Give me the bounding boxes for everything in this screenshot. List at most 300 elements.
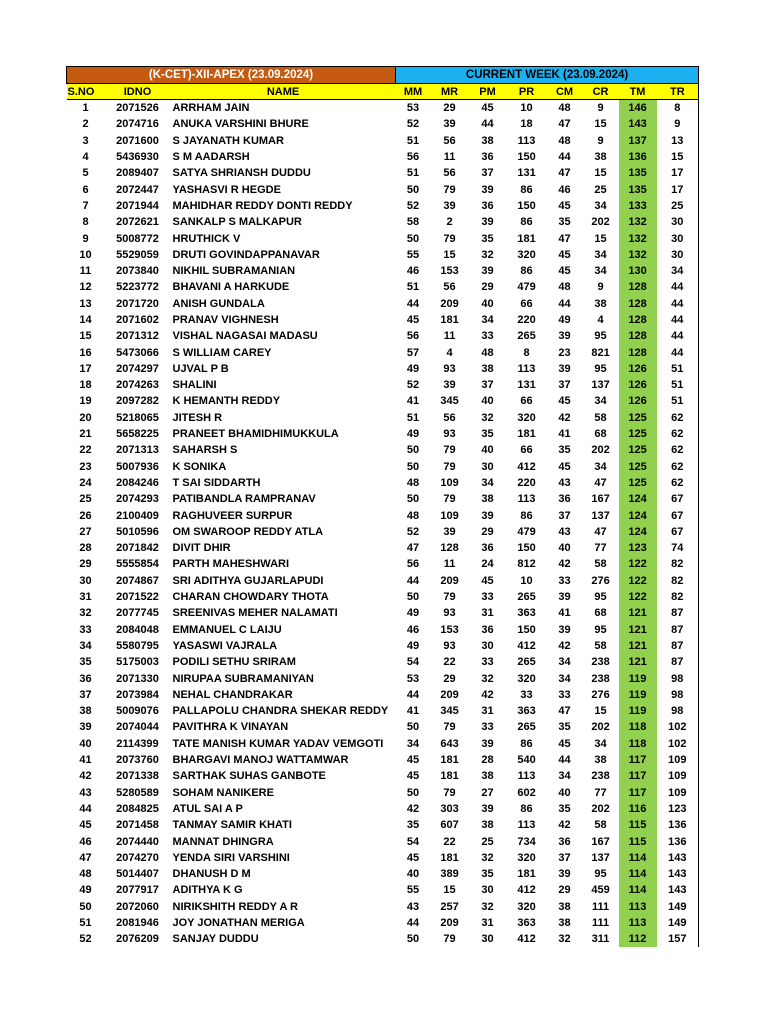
cell-pr: 320 bbox=[517, 248, 536, 261]
cell-tm: 114 bbox=[619, 850, 657, 866]
cell-idno: 2071313 bbox=[116, 444, 159, 457]
cell-sno: 25 bbox=[79, 493, 92, 506]
cell-sno: 24 bbox=[79, 476, 92, 489]
cell-tr: 74 bbox=[657, 540, 699, 556]
table-row bbox=[67, 736, 699, 752]
cell-sno: 47 bbox=[79, 851, 92, 864]
cell-mr: 209 bbox=[440, 688, 459, 701]
cell-idno: 5658225 bbox=[116, 428, 159, 441]
cell-pr: 479 bbox=[517, 281, 536, 294]
cell-tm: 121 bbox=[619, 638, 657, 654]
cell-pr: 181 bbox=[517, 232, 536, 245]
cell-cm: 38 bbox=[558, 916, 571, 929]
cell-cm: 39 bbox=[558, 623, 571, 636]
cell-tm: 121 bbox=[619, 622, 657, 638]
cell-sno: 40 bbox=[79, 737, 92, 750]
column-header-cm: CM bbox=[547, 84, 583, 100]
cell-mm: 56 bbox=[406, 330, 420, 343]
cell-sno: 1 bbox=[82, 102, 89, 115]
cell-sno: 32 bbox=[79, 607, 92, 620]
cell-mr: 93 bbox=[443, 428, 456, 441]
cell-mm: 40 bbox=[406, 868, 420, 881]
cell-cr: 459 bbox=[591, 884, 610, 897]
cell-pr: 86 bbox=[520, 265, 533, 278]
table-row bbox=[67, 768, 699, 784]
cell-idno: 2074716 bbox=[116, 118, 159, 131]
cell-pr: 150 bbox=[517, 199, 536, 212]
cell-pr: 131 bbox=[517, 167, 536, 180]
cell-name: DRUTI GOVINDAPPANAVAR bbox=[172, 248, 320, 261]
table-row bbox=[67, 328, 699, 344]
cell-pr: 265 bbox=[517, 591, 536, 604]
cell-idno: 2071944 bbox=[116, 199, 159, 212]
cell-tr: 44 bbox=[657, 296, 699, 312]
cell-pm: 39 bbox=[481, 265, 494, 278]
cell-mr: 303 bbox=[440, 802, 459, 815]
cell-pm: 32 bbox=[481, 248, 494, 261]
cell-cm: 45 bbox=[558, 248, 571, 261]
cell-pr: 734 bbox=[517, 835, 536, 848]
cell-tm: 132 bbox=[619, 230, 657, 246]
cell-cm: 49 bbox=[558, 314, 571, 326]
cell-pm: 39 bbox=[481, 802, 494, 815]
cell-pm: 35 bbox=[481, 868, 494, 881]
cell-name: NIRUPAA SUBRAMANIYAN bbox=[172, 672, 314, 685]
cell-name: UJVAL P B bbox=[172, 362, 229, 375]
cell-sno: 9 bbox=[82, 232, 89, 245]
cell-tr: 149 bbox=[657, 899, 699, 915]
cell-name: RAGHUVEER SURPUR bbox=[172, 509, 293, 522]
cell-pm: 36 bbox=[481, 151, 494, 164]
cell-sno: 4 bbox=[82, 151, 89, 164]
cell-name: PRANAV VIGHNESH bbox=[172, 314, 279, 326]
cell-pm: 30 bbox=[481, 460, 494, 473]
cell-mm: 50 bbox=[406, 721, 420, 734]
cell-tr: 157 bbox=[657, 931, 699, 947]
cell-pr: 86 bbox=[520, 216, 533, 229]
cell-pm: 25 bbox=[481, 835, 494, 848]
cell-tr: 109 bbox=[657, 784, 699, 800]
cell-name: PRANEET BHAMIDHIMUKKULA bbox=[172, 428, 339, 441]
cell-tr: 62 bbox=[657, 459, 699, 475]
table-row bbox=[67, 214, 699, 230]
cell-tr: 143 bbox=[657, 882, 699, 898]
cell-tm: 128 bbox=[619, 328, 657, 344]
cell-cr: 202 bbox=[591, 216, 610, 229]
cell-mm: 52 bbox=[406, 525, 420, 538]
table-row bbox=[67, 198, 699, 214]
table-row bbox=[67, 866, 699, 882]
cell-idno: 2077745 bbox=[116, 607, 159, 620]
cell-tm: 114 bbox=[619, 882, 657, 898]
cell-cr: 111 bbox=[591, 900, 610, 913]
cell-tr: 62 bbox=[657, 426, 699, 442]
cell-mr: 2 bbox=[446, 216, 453, 229]
cell-name: YASHASVI R HEGDE bbox=[172, 183, 281, 196]
cell-cr: 167 bbox=[591, 493, 610, 506]
cell-tr: 30 bbox=[657, 214, 699, 230]
cell-mr: 128 bbox=[440, 542, 459, 555]
cell-cm: 23 bbox=[558, 346, 571, 359]
table-body bbox=[67, 100, 699, 948]
cell-pr: 131 bbox=[517, 379, 536, 392]
cell-mr: 345 bbox=[440, 705, 459, 718]
cell-name: S M AADARSH bbox=[172, 151, 250, 164]
cell-cm: 37 bbox=[558, 851, 571, 864]
cell-tm: 112 bbox=[619, 931, 657, 947]
cell-cr: 167 bbox=[591, 835, 610, 848]
cell-idno: 2089407 bbox=[116, 167, 159, 180]
cell-name: S WILLIAM CAREY bbox=[172, 346, 272, 359]
cell-tm: 116 bbox=[619, 801, 657, 817]
cell-mm: 44 bbox=[406, 574, 420, 587]
table-row bbox=[67, 361, 699, 377]
cell-tr: 149 bbox=[657, 915, 699, 931]
cell-cr: 95 bbox=[594, 623, 607, 636]
cell-pr: 18 bbox=[520, 118, 533, 131]
cell-cr: 202 bbox=[591, 444, 610, 457]
cell-tr: 98 bbox=[657, 703, 699, 719]
cell-mr: 29 bbox=[443, 102, 456, 115]
cell-cr: 95 bbox=[594, 868, 607, 881]
cell-cr: 9 bbox=[597, 281, 604, 294]
cell-tm: 118 bbox=[619, 719, 657, 735]
table-row bbox=[67, 263, 699, 279]
cell-pr: 320 bbox=[517, 411, 536, 424]
cell-sno: 27 bbox=[79, 525, 92, 538]
cell-pr: 412 bbox=[517, 460, 536, 473]
column-header-tr: TR bbox=[657, 84, 699, 100]
column-header-cr: CR bbox=[583, 84, 619, 100]
cell-mm: 35 bbox=[406, 819, 420, 832]
cell-cr: 68 bbox=[594, 607, 607, 620]
cell-sno: 41 bbox=[79, 754, 92, 767]
cell-name: ARRHAM JAIN bbox=[172, 102, 250, 115]
cell-pr: 86 bbox=[520, 737, 533, 750]
cell-idno: 5218065 bbox=[116, 411, 159, 424]
cell-tm: 118 bbox=[619, 736, 657, 752]
cell-cr: 47 bbox=[594, 525, 607, 538]
cell-pr: 412 bbox=[517, 933, 536, 946]
cell-pr: 66 bbox=[520, 297, 533, 310]
cell-pm: 39 bbox=[481, 509, 494, 522]
cell-idno: 2097282 bbox=[116, 395, 159, 408]
cell-mm: 51 bbox=[406, 281, 420, 294]
cell-pr: 86 bbox=[520, 802, 533, 815]
cell-tm: 113 bbox=[619, 899, 657, 915]
cell-tm: 124 bbox=[619, 524, 657, 540]
cell-mr: 153 bbox=[440, 265, 459, 278]
cell-pr: 150 bbox=[517, 542, 536, 555]
cell-name: DIVIT DHIR bbox=[172, 542, 231, 555]
cell-tr: 67 bbox=[657, 507, 699, 523]
cell-cr: 38 bbox=[594, 297, 607, 310]
cell-cr: 137 bbox=[591, 379, 610, 392]
cell-mr: 22 bbox=[443, 656, 456, 669]
cell-name: SARTHAK SUHAS GANBOTE bbox=[172, 770, 326, 783]
cell-cm: 34 bbox=[558, 770, 571, 783]
cell-mm: 52 bbox=[406, 118, 420, 131]
cell-idno: 2084246 bbox=[116, 476, 159, 489]
cell-idno: 2071522 bbox=[116, 591, 159, 604]
table-row bbox=[67, 133, 699, 149]
cell-mm: 53 bbox=[406, 672, 420, 685]
cell-pm: 40 bbox=[481, 395, 494, 408]
table-row bbox=[67, 850, 699, 866]
cell-pm: 32 bbox=[481, 411, 494, 424]
cell-mr: 79 bbox=[443, 183, 456, 196]
cell-pm: 30 bbox=[481, 933, 494, 946]
table-row bbox=[67, 719, 699, 735]
cell-pr: 602 bbox=[517, 786, 536, 799]
cell-cm: 45 bbox=[558, 395, 571, 408]
cell-tr: 136 bbox=[657, 817, 699, 833]
cell-cm: 48 bbox=[558, 281, 571, 294]
cell-cr: 15 bbox=[594, 118, 607, 131]
column-header-pm: PM bbox=[469, 84, 507, 100]
cell-idno: 2073984 bbox=[116, 688, 159, 701]
cell-mr: 79 bbox=[443, 591, 456, 604]
table-row bbox=[67, 752, 699, 768]
cell-cr: 311 bbox=[591, 933, 610, 946]
table-row bbox=[67, 507, 699, 523]
cell-cr: 15 bbox=[594, 167, 607, 180]
cell-cm: 35 bbox=[558, 802, 571, 815]
cell-tr: 87 bbox=[657, 622, 699, 638]
cell-cr: 276 bbox=[591, 574, 610, 587]
column-header-row bbox=[67, 84, 699, 100]
cell-mm: 45 bbox=[406, 314, 420, 326]
cell-cm: 37 bbox=[558, 509, 571, 522]
cell-sno: 20 bbox=[79, 411, 92, 424]
cell-cr: 34 bbox=[594, 199, 607, 212]
table-row bbox=[67, 116, 699, 132]
cell-pm: 37 bbox=[481, 379, 494, 392]
cell-pr: 320 bbox=[517, 672, 536, 685]
cell-mr: 56 bbox=[443, 411, 456, 424]
cell-sno: 38 bbox=[79, 705, 92, 718]
cell-name: SHALINI bbox=[172, 379, 217, 392]
table-row bbox=[67, 344, 699, 360]
cell-pr: 113 bbox=[517, 819, 536, 832]
cell-sno: 17 bbox=[79, 362, 92, 375]
cell-pm: 45 bbox=[481, 574, 494, 587]
cell-pm: 38 bbox=[481, 770, 494, 783]
cell-mr: 643 bbox=[440, 737, 459, 750]
cell-cm: 41 bbox=[558, 428, 571, 441]
cell-cm: 37 bbox=[558, 379, 571, 392]
cell-sno: 36 bbox=[79, 672, 92, 685]
cell-sno: 30 bbox=[79, 574, 92, 587]
cell-mr: 11 bbox=[443, 558, 456, 571]
cell-mm: 56 bbox=[406, 558, 420, 571]
cell-mm: 54 bbox=[406, 835, 420, 848]
cell-cr: 38 bbox=[594, 151, 607, 164]
cell-mr: 15 bbox=[443, 884, 456, 897]
cell-cm: 40 bbox=[558, 542, 571, 555]
cell-tm: 122 bbox=[619, 589, 657, 605]
cell-tm: 119 bbox=[619, 703, 657, 719]
cell-name: SRI ADITHYA GUJARLAPUDI bbox=[172, 574, 324, 587]
cell-tm: 136 bbox=[619, 149, 657, 165]
cell-mm: 52 bbox=[406, 379, 420, 392]
table-row bbox=[67, 296, 699, 312]
cell-pm: 33 bbox=[481, 721, 494, 734]
cell-sno: 26 bbox=[79, 509, 92, 522]
cell-mr: 11 bbox=[443, 330, 456, 343]
cell-mr: 56 bbox=[443, 281, 456, 294]
cell-pm: 36 bbox=[481, 199, 494, 212]
cell-tm: 119 bbox=[619, 670, 657, 686]
results-sheet bbox=[66, 66, 698, 947]
table-row bbox=[67, 491, 699, 507]
cell-pm: 31 bbox=[481, 607, 494, 620]
cell-cm: 35 bbox=[558, 721, 571, 734]
cell-name: SANJAY DUDDU bbox=[172, 933, 259, 946]
cell-pm: 35 bbox=[481, 428, 494, 441]
cell-name: SAHARSH S bbox=[172, 444, 238, 457]
cell-tm: 133 bbox=[619, 198, 657, 214]
cell-idno: 2071720 bbox=[116, 297, 159, 310]
cell-idno: 2071312 bbox=[116, 330, 159, 343]
cell-idno: 2074293 bbox=[116, 493, 159, 506]
cell-name: MANNAT DHINGRA bbox=[172, 835, 274, 848]
cell-pr: 33 bbox=[520, 688, 533, 701]
cell-name: ANISH GUNDALA bbox=[172, 297, 265, 310]
cell-tm: 128 bbox=[619, 344, 657, 360]
cell-tm: 128 bbox=[619, 296, 657, 312]
cell-tr: 109 bbox=[657, 752, 699, 768]
cell-cm: 39 bbox=[558, 330, 571, 343]
cell-tr: 82 bbox=[657, 556, 699, 572]
cell-pm: 38 bbox=[481, 493, 494, 506]
cell-name: YASASWI VAJRALA bbox=[172, 639, 278, 652]
cell-pm: 31 bbox=[481, 916, 494, 929]
cell-cr: 9 bbox=[597, 102, 604, 115]
cell-cm: 42 bbox=[558, 558, 571, 571]
cell-tm: 124 bbox=[619, 507, 657, 523]
cell-pm: 28 bbox=[481, 754, 494, 767]
cell-pr: 66 bbox=[520, 444, 533, 457]
cell-cr: 202 bbox=[591, 721, 610, 734]
cell-mm: 51 bbox=[406, 411, 420, 424]
cell-idno: 2076209 bbox=[116, 933, 159, 946]
cell-tr: 30 bbox=[657, 247, 699, 263]
cell-pr: 113 bbox=[517, 493, 536, 506]
cell-name: PARTH MAHESHWARI bbox=[172, 558, 290, 571]
cell-mr: 181 bbox=[440, 754, 459, 767]
table-row bbox=[67, 312, 699, 328]
cell-idno: 2077917 bbox=[116, 884, 159, 897]
cell-cm: 46 bbox=[558, 183, 571, 196]
cell-tm: 122 bbox=[619, 573, 657, 589]
table-row bbox=[67, 654, 699, 670]
table-row bbox=[67, 638, 699, 654]
cell-name: JOY JONATHAN MERIGA bbox=[172, 916, 305, 929]
cell-tr: 62 bbox=[657, 442, 699, 458]
cell-tr: 9 bbox=[657, 116, 699, 132]
table-row bbox=[67, 247, 699, 263]
cell-idno: 2071600 bbox=[116, 134, 159, 147]
table-row bbox=[67, 149, 699, 165]
cell-cr: 34 bbox=[594, 265, 607, 278]
column-header-mm: MM bbox=[396, 84, 431, 100]
cell-tr: 87 bbox=[657, 638, 699, 654]
cell-idno: 5555854 bbox=[116, 558, 159, 571]
cell-mr: 39 bbox=[443, 525, 456, 538]
cell-idno: 5008772 bbox=[116, 232, 159, 245]
cell-cr: 58 bbox=[594, 411, 607, 424]
cell-tm: 126 bbox=[619, 361, 657, 377]
cell-sno: 12 bbox=[79, 281, 92, 294]
cell-cr: 137 bbox=[591, 509, 610, 522]
cell-cr: 34 bbox=[594, 460, 607, 473]
table-row bbox=[67, 459, 699, 475]
cell-sno: 5 bbox=[82, 167, 89, 180]
cell-tr: 102 bbox=[657, 736, 699, 752]
cell-pr: 220 bbox=[517, 476, 536, 489]
cell-tm: 114 bbox=[619, 866, 657, 882]
cell-cr: 821 bbox=[591, 346, 610, 359]
cell-mm: 50 bbox=[406, 786, 420, 799]
cell-mm: 41 bbox=[406, 705, 420, 718]
cell-sno: 18 bbox=[79, 379, 92, 392]
cell-pm: 33 bbox=[481, 330, 494, 343]
cell-tr: 44 bbox=[657, 328, 699, 344]
cell-pr: 265 bbox=[517, 656, 536, 669]
cell-tr: 123 bbox=[657, 801, 699, 817]
cell-pr: 10 bbox=[520, 102, 533, 115]
cell-name: T SAI SIDDARTH bbox=[172, 476, 261, 489]
table-row bbox=[67, 833, 699, 849]
cell-pr: 812 bbox=[517, 558, 536, 571]
cell-cm: 33 bbox=[558, 574, 571, 587]
table-row bbox=[67, 165, 699, 181]
cell-cr: 58 bbox=[594, 558, 607, 571]
cell-pm: 38 bbox=[481, 134, 494, 147]
cell-sno: 15 bbox=[79, 330, 92, 343]
cell-mr: 109 bbox=[440, 476, 459, 489]
cell-tm: 128 bbox=[619, 279, 657, 295]
cell-tm: 125 bbox=[619, 410, 657, 426]
cell-sno: 49 bbox=[79, 884, 92, 897]
cell-mr: 93 bbox=[443, 607, 456, 620]
cell-mr: 56 bbox=[443, 134, 456, 147]
table-row bbox=[67, 573, 699, 589]
cell-sno: 29 bbox=[79, 558, 92, 571]
cell-mm: 49 bbox=[406, 428, 420, 441]
column-header-sno: S.NO bbox=[67, 84, 105, 100]
cell-mr: 11 bbox=[443, 151, 456, 164]
cell-tm: 123 bbox=[619, 540, 657, 556]
cell-cm: 43 bbox=[558, 525, 571, 538]
cell-idno: 5580795 bbox=[116, 639, 159, 652]
cell-tm: 122 bbox=[619, 556, 657, 572]
cell-cm: 45 bbox=[558, 460, 571, 473]
table-row bbox=[67, 687, 699, 703]
cell-pm: 31 bbox=[481, 705, 494, 718]
cell-sno: 16 bbox=[79, 346, 92, 359]
cell-name: SREENIVAS MEHER NALAMATI bbox=[172, 607, 338, 620]
cell-name: ANUKA VARSHINI BHURE bbox=[172, 118, 309, 131]
cell-mr: 79 bbox=[443, 232, 456, 245]
cell-mm: 44 bbox=[406, 916, 420, 929]
cell-mr: 4 bbox=[446, 346, 453, 359]
cell-cr: 95 bbox=[594, 362, 607, 375]
cell-cr: 9 bbox=[597, 134, 604, 147]
cell-cm: 36 bbox=[558, 835, 571, 848]
cell-tm: 135 bbox=[619, 165, 657, 181]
